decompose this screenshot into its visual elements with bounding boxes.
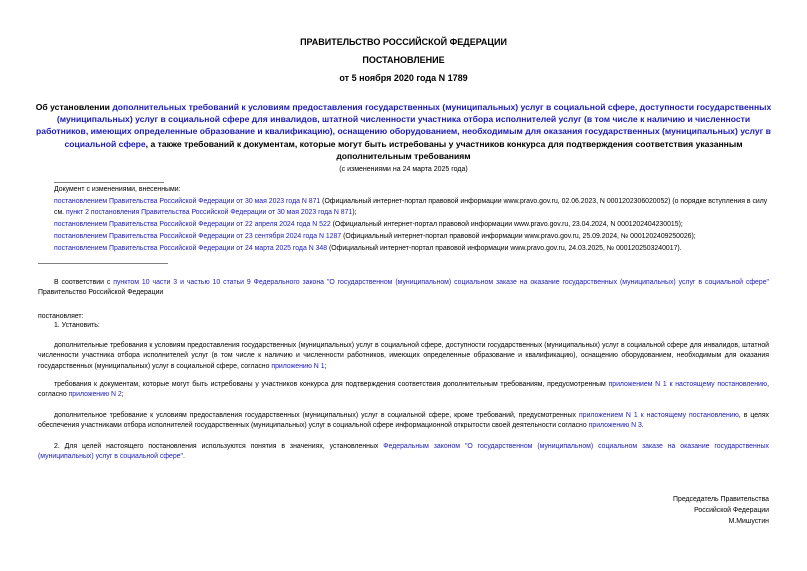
amendment-text: (Официальный интернет-портал правовой информации www.pravo.gov.ru, 24.03.2025, № 0001202503240017). — [327, 245, 682, 253]
additional-mid: , в целях обеспечения участниками отбора исполнителей государственных (муниципальных) услуг в социальной сфере информационной открытости своей деятельности согласно — [38, 412, 769, 430]
documents-mid: , согласно — [38, 381, 769, 399]
additional-text: дополнительное требование к условиям предоставления государственных (муниципальных) услуг в социальной сфере, кроме требований, предусмотренных — [54, 412, 579, 419]
amendment-link[interactable]: постановлением Правительства Российской Федерации от 30 мая 2023 года N 871 — [54, 198, 321, 206]
revision-note: (с изменениями на 24 марта 2025 года) — [339, 166, 468, 173]
additional-end: . — [641, 422, 644, 430]
signature-country: Российской Федерации — [694, 507, 769, 514]
appendix-1-resolution-link[interactable]: приложением N 1 к настоящему постановлению — [608, 381, 768, 388]
document-type: ПОСТАНОВЛЕНИЕ — [362, 55, 445, 65]
requirements-text: дополнительные требования к условиям предоставления государственных (муниципальных) услуг в социальной сфере, доступности государственных (муниципальных) услуг в социальной сфере для инвалидов, штатной численности участника отбора исполнителей услуг (в том числе к наличию и численности работников, имеющих определенные образование и квалификацию), оснащению оборудованием, необходимым для оказания государственных (муниципальных) услуг в социальной сфере, согласно — [38, 342, 769, 370]
authority-heading: ПРАВИТЕЛЬСТВО РОССИЙСКОЙ ФЕДЕРАЦИИ — [300, 37, 507, 47]
requirements-paragraph — [38, 341, 769, 372]
body-divider — [38, 263, 168, 264]
documents-requirements-paragraph — [38, 380, 769, 401]
clause-2-paragraph — [38, 442, 769, 463]
signature-position: Председатель Правительства — [673, 496, 769, 503]
changes-item — [54, 197, 772, 218]
federal-law-link[interactable]: Федеральным законом "О государственном (муниципальном) социальном заказе на оказание государственных (муниципальных) услуг в социальной сфере" — [38, 443, 769, 461]
changes-heading: Документ с изменениями, внесенными: — [54, 186, 181, 193]
appendix-3-link[interactable]: приложению N 3 — [588, 422, 642, 430]
amendment-text: (Официальный интернет-портал правовой информации www.pravo.gov.ru, 02.06.2023, N 0001202306020052) (о порядке вступления в силу см. — [54, 198, 768, 216]
amendment-clause-link[interactable]: пункт 2 постановления Правительства Российской Федерации от 30 мая 2023 года N 871 — [66, 208, 353, 216]
changes-item — [54, 232, 772, 242]
resolves-paragraph: постановляет: — [38, 313, 84, 320]
appendix-1-link[interactable]: приложению N 1 — [271, 362, 325, 370]
signature-block — [673, 494, 769, 527]
amendment-link[interactable]: постановлением Правительства Российской Федерации от 23 сентября 2024 года N 1287 — [54, 233, 342, 241]
document-date-number: от 5 ноября 2020 года N 1789 — [339, 73, 468, 83]
changes-divider — [54, 182, 164, 183]
changes-item — [54, 220, 772, 230]
requirements-end: ; — [324, 362, 327, 370]
clause-1-paragraph: 1. Установить: — [54, 322, 100, 329]
amendment-text: (Официальный интернет-портал правовой информации www.pravo.gov.ru, 23.04.2024, N 0001202404230015); — [330, 220, 683, 228]
title-link[interactable]: дополнительных требований к условиям предоставления государственных (муниципальных) услуг в социальной сфере, доступности государственных (муниципальных) услуг в социальной сфере для инвалидов, штатной численности участника отбора исполнителей услуг (в том числе к наличию и численности работников, имеющих определенные образование и квалификацию), оснащению оборудованием, необходимым для оказания государственных (муниципальных) услуг в социальной сфере — [36, 102, 772, 149]
document-title — [34, 101, 773, 162]
preamble-suffix: Правительство Российской Федерации — [38, 289, 164, 297]
amendment-text: (Официальный интернет-портал правовой информации www.pravo.gov.ru, 25.09.2024, № 0001202409250026); — [341, 233, 696, 241]
documents-end: ; — [121, 391, 124, 399]
changes-block — [54, 185, 772, 255]
documents-text: требования к документам, которые могут быть истребованы у участников конкурса для подтверждения соответствия дополнительным требованиям, предусмотренным — [54, 381, 609, 388]
federal-law-article-link[interactable]: пунктом 10 части 3 и частью 10 статьи 9 Федерального закона "О государственном (муниципальном) социальном заказе на оказание государственных (муниципальных) услуг в социальной сфере" — [113, 279, 769, 286]
additional-requirement-paragraph — [38, 411, 769, 432]
preamble-prefix: В соответствии с — [54, 279, 114, 286]
clause-2-end: . — [182, 453, 185, 461]
title-prefix: Об установлении — [35, 102, 113, 112]
signature-name: М.Мишустин — [728, 518, 769, 525]
title-suffix: , а также требований к документам, которые могут быть истребованы у участников конкурса для подтверждения соответствия указанным дополнительным требованиям — [145, 138, 743, 161]
amendment-link[interactable]: постановлением Правительства Российской Федерации от 24 марта 2025 года N 348 — [54, 245, 328, 253]
appendix-1-resolution-link[interactable]: приложением N 1 к настоящему постановлению — [579, 412, 739, 419]
changes-item — [54, 244, 772, 254]
amendment-text-end: ); — [352, 208, 357, 216]
clause-2-text: 2. Для целей настоящего постановления используются понятия в значениях, установленных — [54, 443, 384, 450]
amendment-link[interactable]: постановлением Правительства Российской Федерации от 22 апреля 2024 года N 522 — [54, 220, 331, 228]
appendix-2-link[interactable]: приложению N 2 — [68, 391, 122, 399]
preamble-paragraph — [38, 278, 769, 299]
